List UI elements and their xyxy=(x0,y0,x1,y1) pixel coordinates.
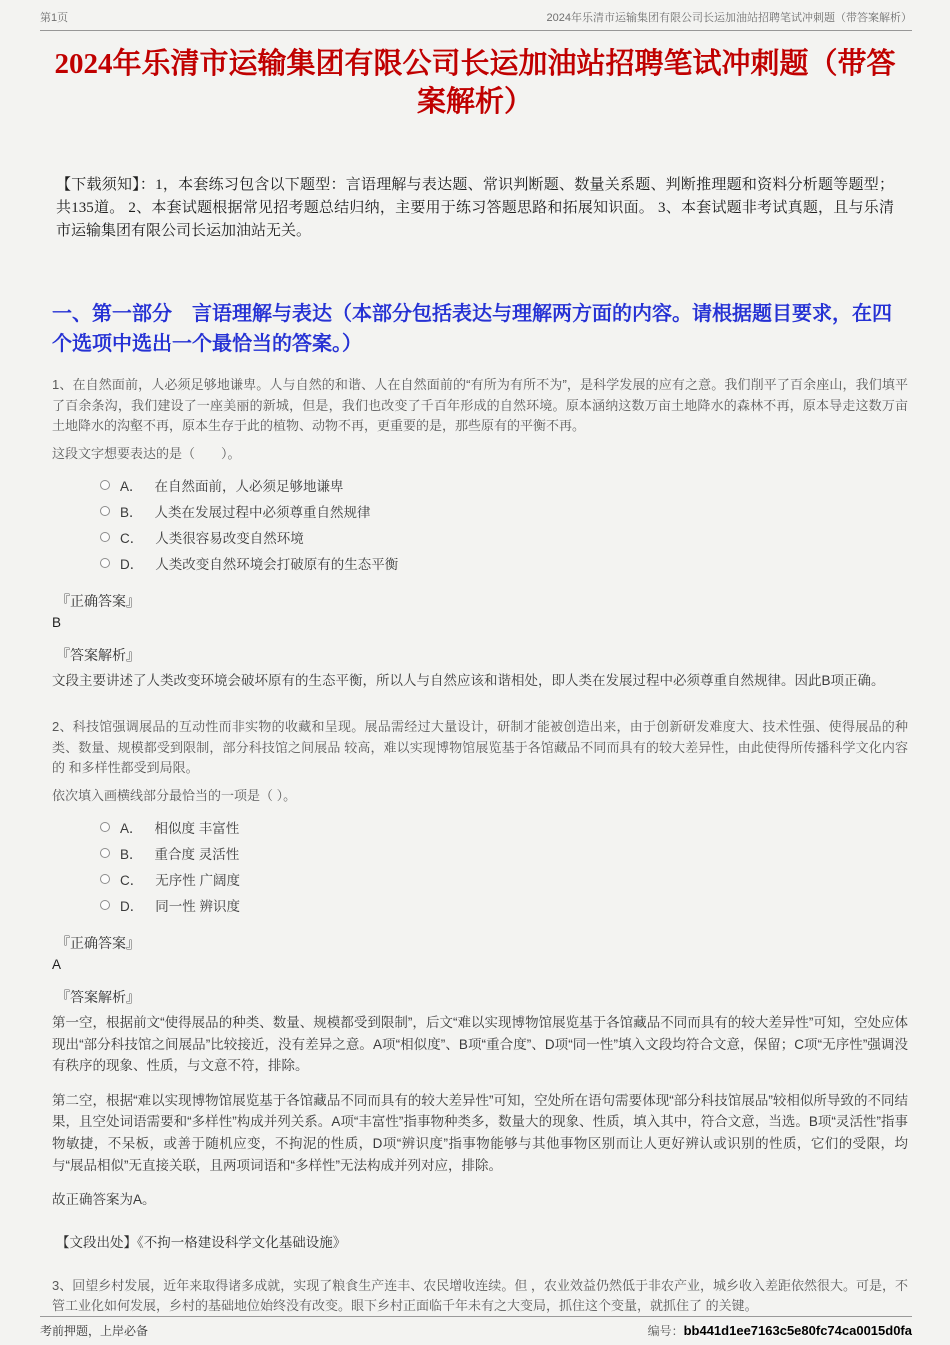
option-letter: A． xyxy=(120,479,143,495)
radio-button-icon[interactable] xyxy=(100,506,110,516)
radio-button-icon[interactable] xyxy=(100,900,110,910)
question-1-prompt: 这段文字想要表达的是（ ）。 xyxy=(52,445,241,461)
question-1-options xyxy=(100,472,950,576)
download-notice: 【下载须知】：1，本套练习包含以下题型：言语理解与表达题、常识判断题、数量关系题、判断推理题和资料分析题等题型；共135道。 2、本套试题根据常见招考题总结归纳，主要用于练习答题思路和拓展知识面。 3、本套试题非考试真题，且与乐清市运输集团有限公司长运加油站无关。 xyxy=(56,176,894,240)
question-2-option-d xyxy=(100,892,950,918)
option-text: 相似度 丰富性 xyxy=(154,821,240,837)
option-text: 同一性 辨识度 xyxy=(155,899,241,915)
question-2-options xyxy=(100,814,950,918)
footer-number-value: bb441d1ee7163c5e80fc74ca0015d0fa xyxy=(683,1323,912,1338)
question-2-prompt: 依次填入画横线部分最恰当的一项是（ ）。 xyxy=(52,787,297,803)
question-1-correct-answer: B xyxy=(52,615,62,631)
option-text: 无序性 广阔度 xyxy=(155,873,241,889)
question-1-stem: 1、在自然面前，人必须足够地谦卑。人与自然的和谐、人在自然面前的“有所为有所不为”，是科学发展的应有之意。我们削平了百余座山，我们填平了百余条沟，我们建设了一座美丽的新城，但是，我们也改变了千百年形成的自然环境。原本涵纳这数万亩土地降水的森林不再，原本导走这数万亩土地降水的沟壑不再，原本生存于此的植物、动物不再，更重要的是，那些原有的平衡不再。 xyxy=(52,377,908,434)
question-1-analysis: 文段主要讲述了人类改变环境会破坏原有的生态平衡，所以人与自然应该和谐相处，即人类在发展过程中必须尊重自然规律。因此B项正确。 xyxy=(52,673,885,689)
option-text: 人类很容易改变自然环境 xyxy=(155,531,304,547)
question-1-option-c xyxy=(100,524,950,550)
question-2-option-b xyxy=(100,840,950,866)
footer-number-label: 编号： xyxy=(647,1324,684,1338)
footer-slogan: 考前押题，上岸必备 xyxy=(40,1324,149,1338)
option-letter: B． xyxy=(120,505,143,521)
document-title: 2024年乐清市运输集团有限公司长运加油站招聘笔试冲刺题（带答案解析） xyxy=(54,48,896,119)
question-1-option-d xyxy=(100,550,950,576)
question-2-analysis-conclusion: 故正确答案为A。 xyxy=(52,1192,156,1208)
question-2-stem: 2、科技馆强调展品的互动性而非实物的收藏和呈现。展品需经过大量设计，研制才能被创造出来，由于创新研发难度大、技术性强、使得展品的种类、数量、规模都受到限制，部分科技馆之间展品 较高，难以实现博物馆展览基于各馆藏品不同而具有的较大差异性，由此使得所传播科学文化内容的 和多样性都受到局限。 xyxy=(52,718,908,776)
radio-button-icon[interactable] xyxy=(100,558,110,568)
question-3-stem: 3、回望乡村发展，近年来取得诸多成就，实现了粮食生产连丰、农民增收连续。但 ，农业效益仍然低于非农产业，城乡收入差距依然很大。可是，不管工业化如何发展，乡村的基础地位始终没有改变。眼下乡村正面临千年未有之大变局，抓住这个变量，就抓住了 的关键。 xyxy=(52,1277,908,1314)
question-1-option-a xyxy=(100,472,950,498)
option-letter: C． xyxy=(120,873,144,889)
section-heading: 一、第一部分 言语理解与表达（本部分包括表达与理解两方面的内容。请根据题目要求，在四个选项中选出一个最恰当的答案。） xyxy=(52,303,892,356)
question-2-correct-answer: A xyxy=(52,957,62,973)
question-2-correct-answer-label: 『正确答案』 xyxy=(56,935,140,952)
question-1-analysis-label: 『答案解析』 xyxy=(56,647,140,664)
header-divider xyxy=(40,30,912,31)
header-doc-name: 2024年乐清市运输集团有限公司长运加油站招聘笔试冲刺题（带答案解析） xyxy=(546,12,912,24)
radio-button-icon[interactable] xyxy=(100,822,110,832)
radio-button-icon[interactable] xyxy=(100,848,110,858)
option-letter: B． xyxy=(120,847,143,863)
question-2-source: 【文段出处】《不拘一格建设科学文化基础设施》 xyxy=(56,1234,347,1250)
question-2-analysis-paragraph-1: 第一空，根据前文“使得展品的种类、数量、规模都受到限制”，后文“难以实现博物馆展览基于各馆藏品不同而具有的较大差异性”可知，空处应体现出“部分科技馆之间展品”比较接近，没有差异之意。A项“相似度”、B项“重合度”、D项“同一性”填入文段均符合文意，保留；C项“无序性”强调没有秩序的现象、性质，与文意不符，排除。 xyxy=(52,1015,908,1074)
option-text: 人类在发展过程中必须尊重自然规律 xyxy=(154,505,371,521)
question-2-option-a xyxy=(100,814,950,840)
option-text: 重合度 灵活性 xyxy=(154,847,240,863)
option-letter: D． xyxy=(120,899,144,915)
question-2-analysis-paragraph-2: 第二空，根据“难以实现博物馆展览基于各馆藏品不同而具有的较大差异性”可知，空处所在语句需要体现“部分科技馆展品”较相似所导致的不同结果，且空处词语需要和“多样性”构成并列关系。A项“丰富性”指事物种类多，数量大的现象、性质，填入其中，符合文意，当选。B项“灵活性”指事物敏捷，不呆板，或善于随机应变，不拘泥的性质，D项“辨识度”指事物能够与其他事物区别而让人更好辨认或识别的性质，它们的受限，均与“展品相似”无直接关联，且两项词语和“多样性”无法构成并列对应，排除。 xyxy=(52,1092,908,1173)
page-header xyxy=(0,0,950,28)
radio-button-icon[interactable] xyxy=(100,874,110,884)
question-2-option-c xyxy=(100,866,950,892)
option-text: 在自然面前，人必须足够地谦卑 xyxy=(154,479,344,495)
option-letter: A． xyxy=(120,821,143,837)
option-text: 人类改变自然环境会打破原有的生态平衡 xyxy=(155,557,399,573)
option-letter: D． xyxy=(120,557,144,573)
radio-button-icon[interactable] xyxy=(100,532,110,542)
radio-button-icon[interactable] xyxy=(100,480,110,490)
page-footer xyxy=(40,1316,912,1339)
footer-document-number xyxy=(648,1322,912,1339)
header-page-indicator: 第1页 xyxy=(40,12,69,24)
question-2-analysis-label: 『答案解析』 xyxy=(56,989,140,1006)
option-letter: C． xyxy=(120,531,144,547)
question-1-option-b xyxy=(100,498,950,524)
question-1-correct-answer-label: 『正确答案』 xyxy=(56,593,140,610)
